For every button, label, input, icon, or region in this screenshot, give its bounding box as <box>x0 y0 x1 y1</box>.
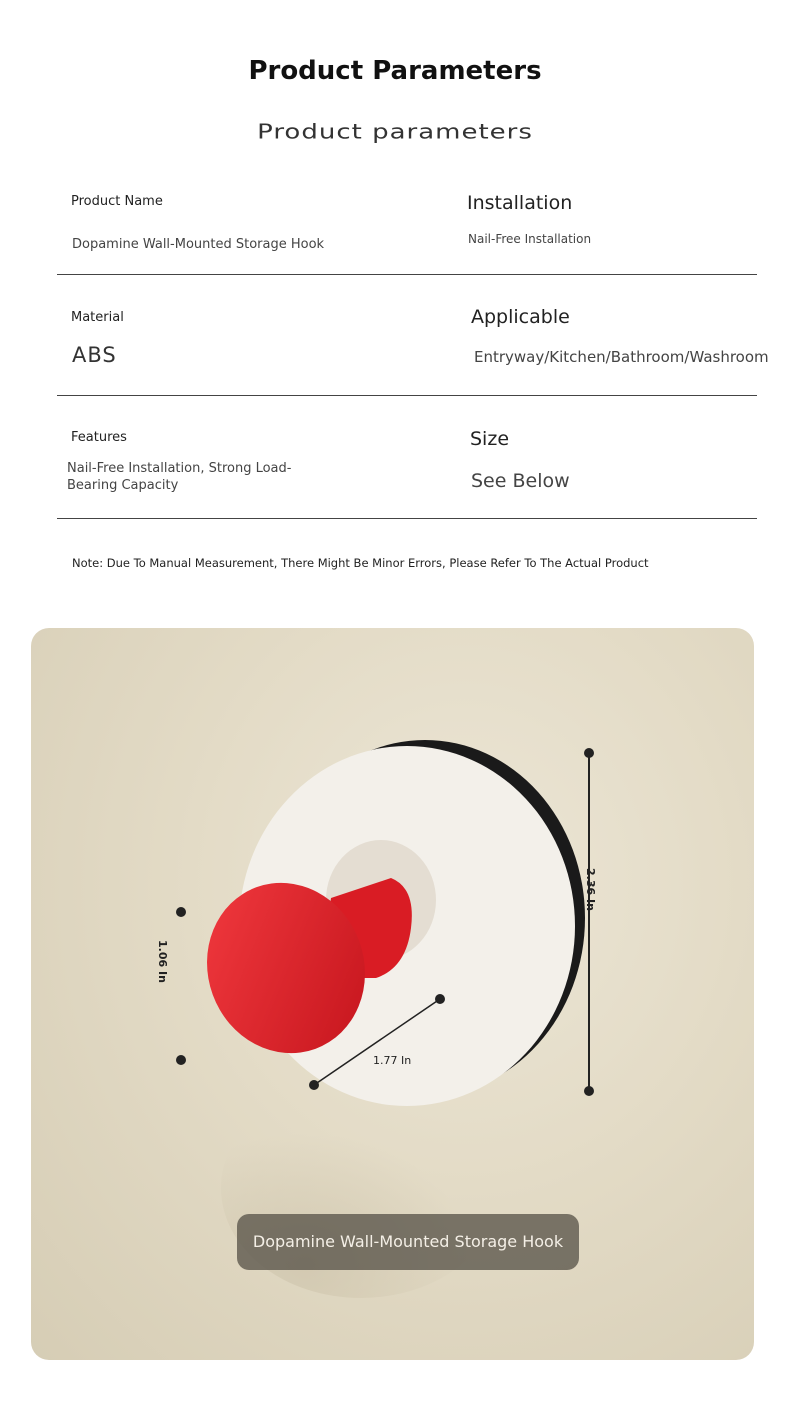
installation-value: Nail-Free Installation <box>468 232 592 246</box>
page-title: Product Parameters <box>248 56 542 86</box>
features-label: Features <box>71 430 127 445</box>
height-dim-top <box>584 748 594 758</box>
photo-caption: Dopamine Wall-Mounted Storage Hook <box>237 1214 579 1270</box>
size-label: Size <box>470 428 510 450</box>
knob-dim-top <box>176 907 186 917</box>
material-label: Material <box>71 310 124 325</box>
diameter-dim-end <box>435 994 445 1004</box>
measurement-note: Note: Due To Manual Measurement, There Might Be Minor Errors, Please Refer To The Actual Product <box>72 556 649 570</box>
knob-dim-bottom <box>176 1055 186 1065</box>
height-dim-bottom <box>584 1086 594 1096</box>
material-value: ABS <box>72 343 117 367</box>
product-name-value: Dopamine Wall-Mounted Storage Hook <box>72 237 325 252</box>
product-name-label: Product Name <box>71 194 163 209</box>
knob-dim-label: 1.06 In <box>156 940 169 983</box>
page-subtitle: Product parameters <box>257 120 533 144</box>
applicable-value: Entryway/Kitchen/Bathroom/Washroom <box>474 348 769 366</box>
param-row-3 <box>57 395 757 519</box>
size-value: See Below <box>471 470 570 492</box>
installation-label: Installation <box>467 192 573 214</box>
applicable-label: Applicable <box>471 306 570 328</box>
param-row-2 <box>57 274 769 396</box>
height-dim-label: 2.36 In <box>584 868 597 911</box>
diameter-dim-start <box>309 1080 319 1090</box>
features-value: Nail-Free Installation, Strong Load-Bearing Capacity <box>67 461 292 493</box>
diameter-dim-label: 1.77 In <box>373 1054 412 1067</box>
param-row-1 <box>57 180 757 275</box>
product-photo <box>31 628 754 1360</box>
